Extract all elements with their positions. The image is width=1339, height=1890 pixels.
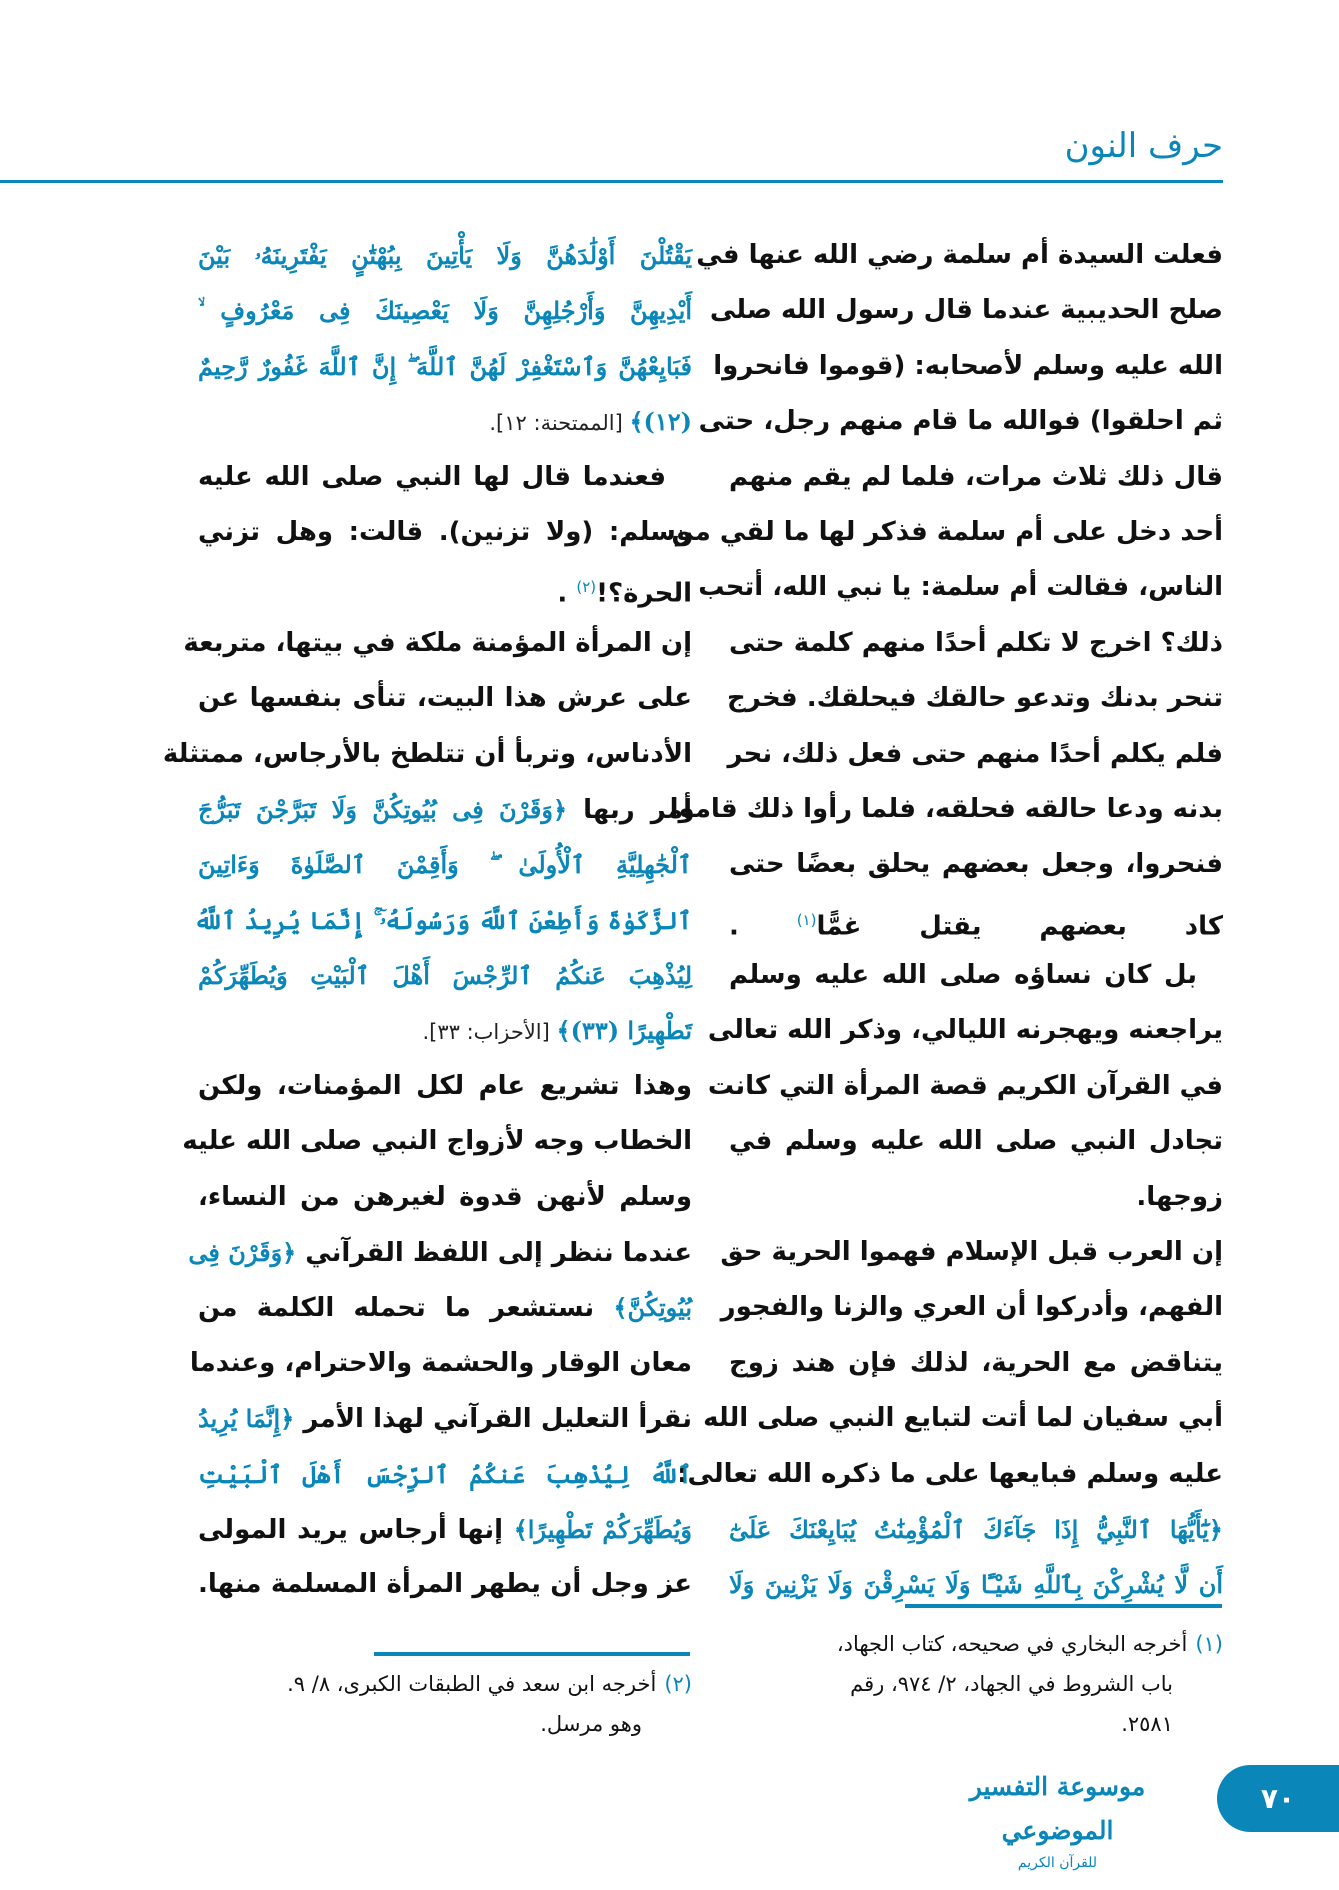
text-line [182, 1114, 692, 1169]
quran-verse: لِيُذْهِبَ عَنكُمُ ٱلرِّجْسَ أَهْلَ ٱلْبَيْتِ وَيُطَهِّرَكُمْ [198, 961, 692, 991]
text-line [729, 1502, 1223, 1557]
line-text: الله عليه وسلم لأصحابه: (قوموا فانحروا [713, 350, 1223, 381]
quran-verse: ٱلْجَٰهِلِيَّةِ ٱلْأُولَىٰ ۖ وَأَقِمْنَ ٱلصَّلَوٰةَ وَءَاتِينَ [198, 850, 692, 880]
text-line [198, 671, 692, 726]
quran-verse: فَبَايِعْهُنَّ وَٱسْتَغْفِرْ لَهُنَّ ٱللَّهَ ۖ إِنَّ ٱللَّهَ غَفُورٌ رَّحِيمٌ [198, 351, 692, 381]
text-line [198, 782, 692, 837]
text-line [729, 1170, 1223, 1225]
line-text: أحد دخل على أم سلمة فذكر لها ما لقي من [671, 516, 1223, 547]
footnote-marker: (٢) [576, 578, 597, 597]
line-text: أبي سفيان لما أتت لتبايع النبي صلى الله [703, 1403, 1223, 1434]
header-divider [0, 180, 1223, 183]
text-line [729, 893, 1223, 948]
text-line [198, 1557, 692, 1612]
logo-subtitle: للقرآن الكريم [1017, 1855, 1098, 1871]
line-text: إن المرأة المؤمنة ملكة في بيتها، متربعة [183, 627, 692, 658]
text-line [198, 283, 692, 338]
line-text: يتناقض مع الحرية، لذلك فإن هند زوج [729, 1347, 1223, 1378]
logo-title: موسوعة التفسير الموضوعي [969, 1772, 1146, 1845]
footnote-text: أخرجه البخاري في صحيحه، كتاب الجهاد، [836, 1632, 1188, 1656]
line-text: عز وجل أن يطهر المرأة المسلمة منها. [198, 1569, 692, 1600]
quran-verse: ﴿وَقَرْنَ فِى بُيُوتِكُنَّ وَلَا تَبَرَّجْنَ تَبَرُّجَ [198, 794, 568, 824]
footnote-text: باب الشروط في الجهاد، ٢/ ٩٧٤، رقم [850, 1672, 1173, 1696]
text-line [729, 727, 1223, 782]
text-line [198, 948, 692, 1003]
text-line [193, 893, 692, 948]
text-line [198, 1003, 692, 1058]
verse-reference: [الأحزاب: ٣٣]. [422, 1020, 557, 1045]
line-text: فنحروا، وجعل بعضهم يحلق بعضًا حتى [729, 849, 1223, 880]
text-line [729, 1336, 1223, 1391]
line-text: فعلت السيدة أم سلمة رضي الله عنها في [696, 240, 1223, 270]
line-text: الناس، فقالت أم سلمة: يا نبي الله، أتحب [698, 572, 1223, 603]
footnote-text: أخرجه ابن سعد في الطبقات الكبرى، ٨/ ٩. [287, 1672, 657, 1696]
chapter-title: حرف النون [1064, 126, 1223, 166]
left-text-column [162, 228, 692, 1613]
text-line [198, 1059, 692, 1114]
quran-verse: يَقْتُلْنَ أَوْلَٰدَهُنَّ وَلَا يَأْتِينَ بِبُهْتَٰنٍ يَفْتَرِينَهُۥ بَيْنَ [198, 241, 692, 270]
text-line [198, 837, 692, 892]
line-text: إنها أرجاس يريد المولى [198, 1514, 514, 1545]
footnote-separator-right [905, 1604, 1222, 1608]
line-text: الفهم، وأدركوا أن العري والزنا والفجور [720, 1292, 1223, 1323]
line-text: في القرآن الكريم قصة المرأة التي كانت [707, 1070, 1223, 1101]
text-line [188, 1225, 692, 1280]
footnote-2 [198, 1664, 692, 1744]
line-text: يراجعنه ويهجرنه الليالي، وذكر الله تعالى [707, 1015, 1223, 1046]
text-line [729, 671, 1223, 726]
quran-verse: ﴿إِنَّمَا يُرِيدُ [198, 1404, 295, 1434]
text-line [198, 560, 692, 615]
footnote-number: (١) [1195, 1632, 1223, 1656]
line-text: وسلم لأنهن قدوة لغيرهن من النساء، [198, 1181, 692, 1212]
footnote-text: ٢٥٨١. [1121, 1712, 1173, 1736]
line-text: الخطاب وجه لأزواج النبي صلى الله عليه [182, 1126, 692, 1157]
text-line [698, 560, 1223, 615]
line-text: . [557, 579, 577, 609]
text-line [189, 1336, 692, 1391]
quran-verse: بُيُوتِكُنَّ﴾ [613, 1293, 692, 1323]
text-line [198, 505, 692, 560]
text-line [703, 1391, 1223, 1446]
text-line [198, 1170, 692, 1225]
text-line [713, 339, 1223, 394]
quran-verse: ﴿وَقَرْنَ فِى [188, 1238, 297, 1268]
line-text: الحرة؟! [596, 579, 692, 609]
quran-verse: أَن لَّا يُشْرِكْنَ بِٱللَّهِ شَيْـًٔا وَلَا يَسْرِقْنَ وَلَا يَزْنِينَ وَلَا [729, 1570, 1223, 1600]
line-text: معان الوقار والحشمة والاحترام، وعندما [189, 1347, 692, 1378]
quran-verse: ٱللَّهُ لِيُذْهِبَ عَنكُمُ ٱلرِّجْسَ أَهْلَ ٱلْبَيْتِ [198, 1459, 692, 1489]
text-line [198, 1391, 692, 1446]
line-text: صلح الحديبية عندما قال رسول الله صلى [709, 295, 1223, 326]
text-line [669, 782, 1223, 837]
text-line [198, 339, 692, 394]
text-line [198, 1502, 692, 1557]
text-line [198, 450, 692, 505]
verse-reference: [الممتحنة: ١٢]. [489, 411, 630, 436]
footnote-number: (٢) [664, 1672, 692, 1696]
line-text: وهذا تشريع عام لكل المؤمنات، ولكن [198, 1070, 692, 1101]
line-text: فعندما قال لها النبي صلى الله عليه [198, 461, 666, 492]
line-text: تنحر بدنك وتدعو حالقك فيحلقك. فخرج [727, 683, 1223, 714]
text-line [729, 837, 1223, 892]
footnote-text: وهو مرسل. [540, 1712, 642, 1736]
text-line [671, 505, 1223, 560]
line-text: نقرأ التعليل القرآني لهذا الأمر [294, 1404, 692, 1435]
line-text: قال ذلك ثلاث مرات، فلما لم يقم منهم [729, 461, 1223, 492]
text-line [707, 1003, 1223, 1058]
text-line [729, 948, 1223, 1003]
line-text: . [729, 911, 797, 942]
quran-verse: وَيُطَهِّرَكُمْ تَطْهِيرًا﴾ [513, 1514, 692, 1544]
line-text: كاد بعضهم يقتل غمًّا [816, 911, 1223, 942]
line-text: زوجها. [1136, 1181, 1223, 1212]
text-line [720, 1280, 1223, 1335]
text-line [729, 1114, 1223, 1169]
quran-verse: أَيْدِيهِنَّ وَأَرْجُلِهِنَّ وَلَا يَعْصِينَكَ فِى مَعْرُوفٍ ۙ [198, 296, 692, 326]
page-number: ٧٠ [1217, 1765, 1339, 1832]
text-line [162, 727, 692, 782]
line-text: تجادل النبي صلى الله عليه وسلم في [729, 1126, 1223, 1157]
line-text: وسلم: (ولا تزنين). قالت: وهل تزني [198, 516, 692, 547]
text-line [720, 1225, 1223, 1280]
line-text: أمر ربها [567, 794, 692, 825]
line-text: فلم يكلم أحدًا منهم حتى فعل ذلك، نحر [727, 738, 1223, 769]
text-line [677, 1447, 1223, 1502]
line-text: إن العرب قبل الإسلام فهموا الحرية حق [720, 1237, 1223, 1268]
quran-verse: ٱلزَّكَوٰةَ وَأَطِعْنَ ٱللَّهَ وَرَسُولَهُۥٓ ۚ إِنَّمَا يُرِيدُ ٱللَّهُ [193, 905, 692, 935]
text-line [729, 616, 1223, 671]
text-line [198, 1280, 692, 1335]
quran-verse: ﴿يَٰٓأَيُّهَا ٱلنَّبِيُّ إِذَا جَآءَكَ ٱلْمُؤْمِنَٰتُ يُبَايِعْنَكَ عَلَىٰٓ [729, 1514, 1223, 1544]
line-text: نستشعر ما تحمله الكلمة من [198, 1293, 614, 1324]
text-line [183, 616, 692, 671]
line-text: الأدناس، وتربأ أن تتلطخ بالأرجاس، ممتثلة [162, 738, 692, 769]
line-text: عليه وسلم فبايعها على ما ذكره الله تعالى: [677, 1458, 1223, 1489]
quran-verse: تَطْهِيرًا (٣٣)﴾ [556, 1016, 692, 1046]
footnote-1 [729, 1624, 1223, 1744]
footnote-marker: (١) [796, 910, 817, 929]
text-line [198, 228, 692, 283]
line-text: ذلك؟ اخرج لا تكلم أحدًا منهم كلمة حتى [729, 627, 1223, 658]
right-text-column [669, 228, 1223, 1613]
line-text: بدنه ودعا حالقه فحلقه، فلما رأوا ذلك قاموا [669, 793, 1223, 824]
encyclopedia-logo [934, 1765, 1181, 1871]
quran-verse: (١٢)﴾ [629, 407, 692, 437]
text-line [707, 1059, 1223, 1114]
text-line [729, 450, 1223, 505]
footnote-separator-left [374, 1652, 690, 1656]
line-text: على عرش هذا البيت، تنأى بنفسها عن [198, 683, 692, 714]
line-text: ثم احلقوا) فوالله ما قام منهم رجل، حتى [698, 406, 1223, 437]
text-line [696, 228, 1223, 283]
text-line [198, 394, 692, 449]
text-line [698, 394, 1223, 449]
text-line [709, 283, 1223, 338]
text-line [198, 1447, 692, 1502]
line-text: بل كان نساؤه صلى الله عليه وسلم [729, 960, 1197, 991]
line-text: عندما ننظر إلى اللفظ القرآني [296, 1238, 692, 1269]
